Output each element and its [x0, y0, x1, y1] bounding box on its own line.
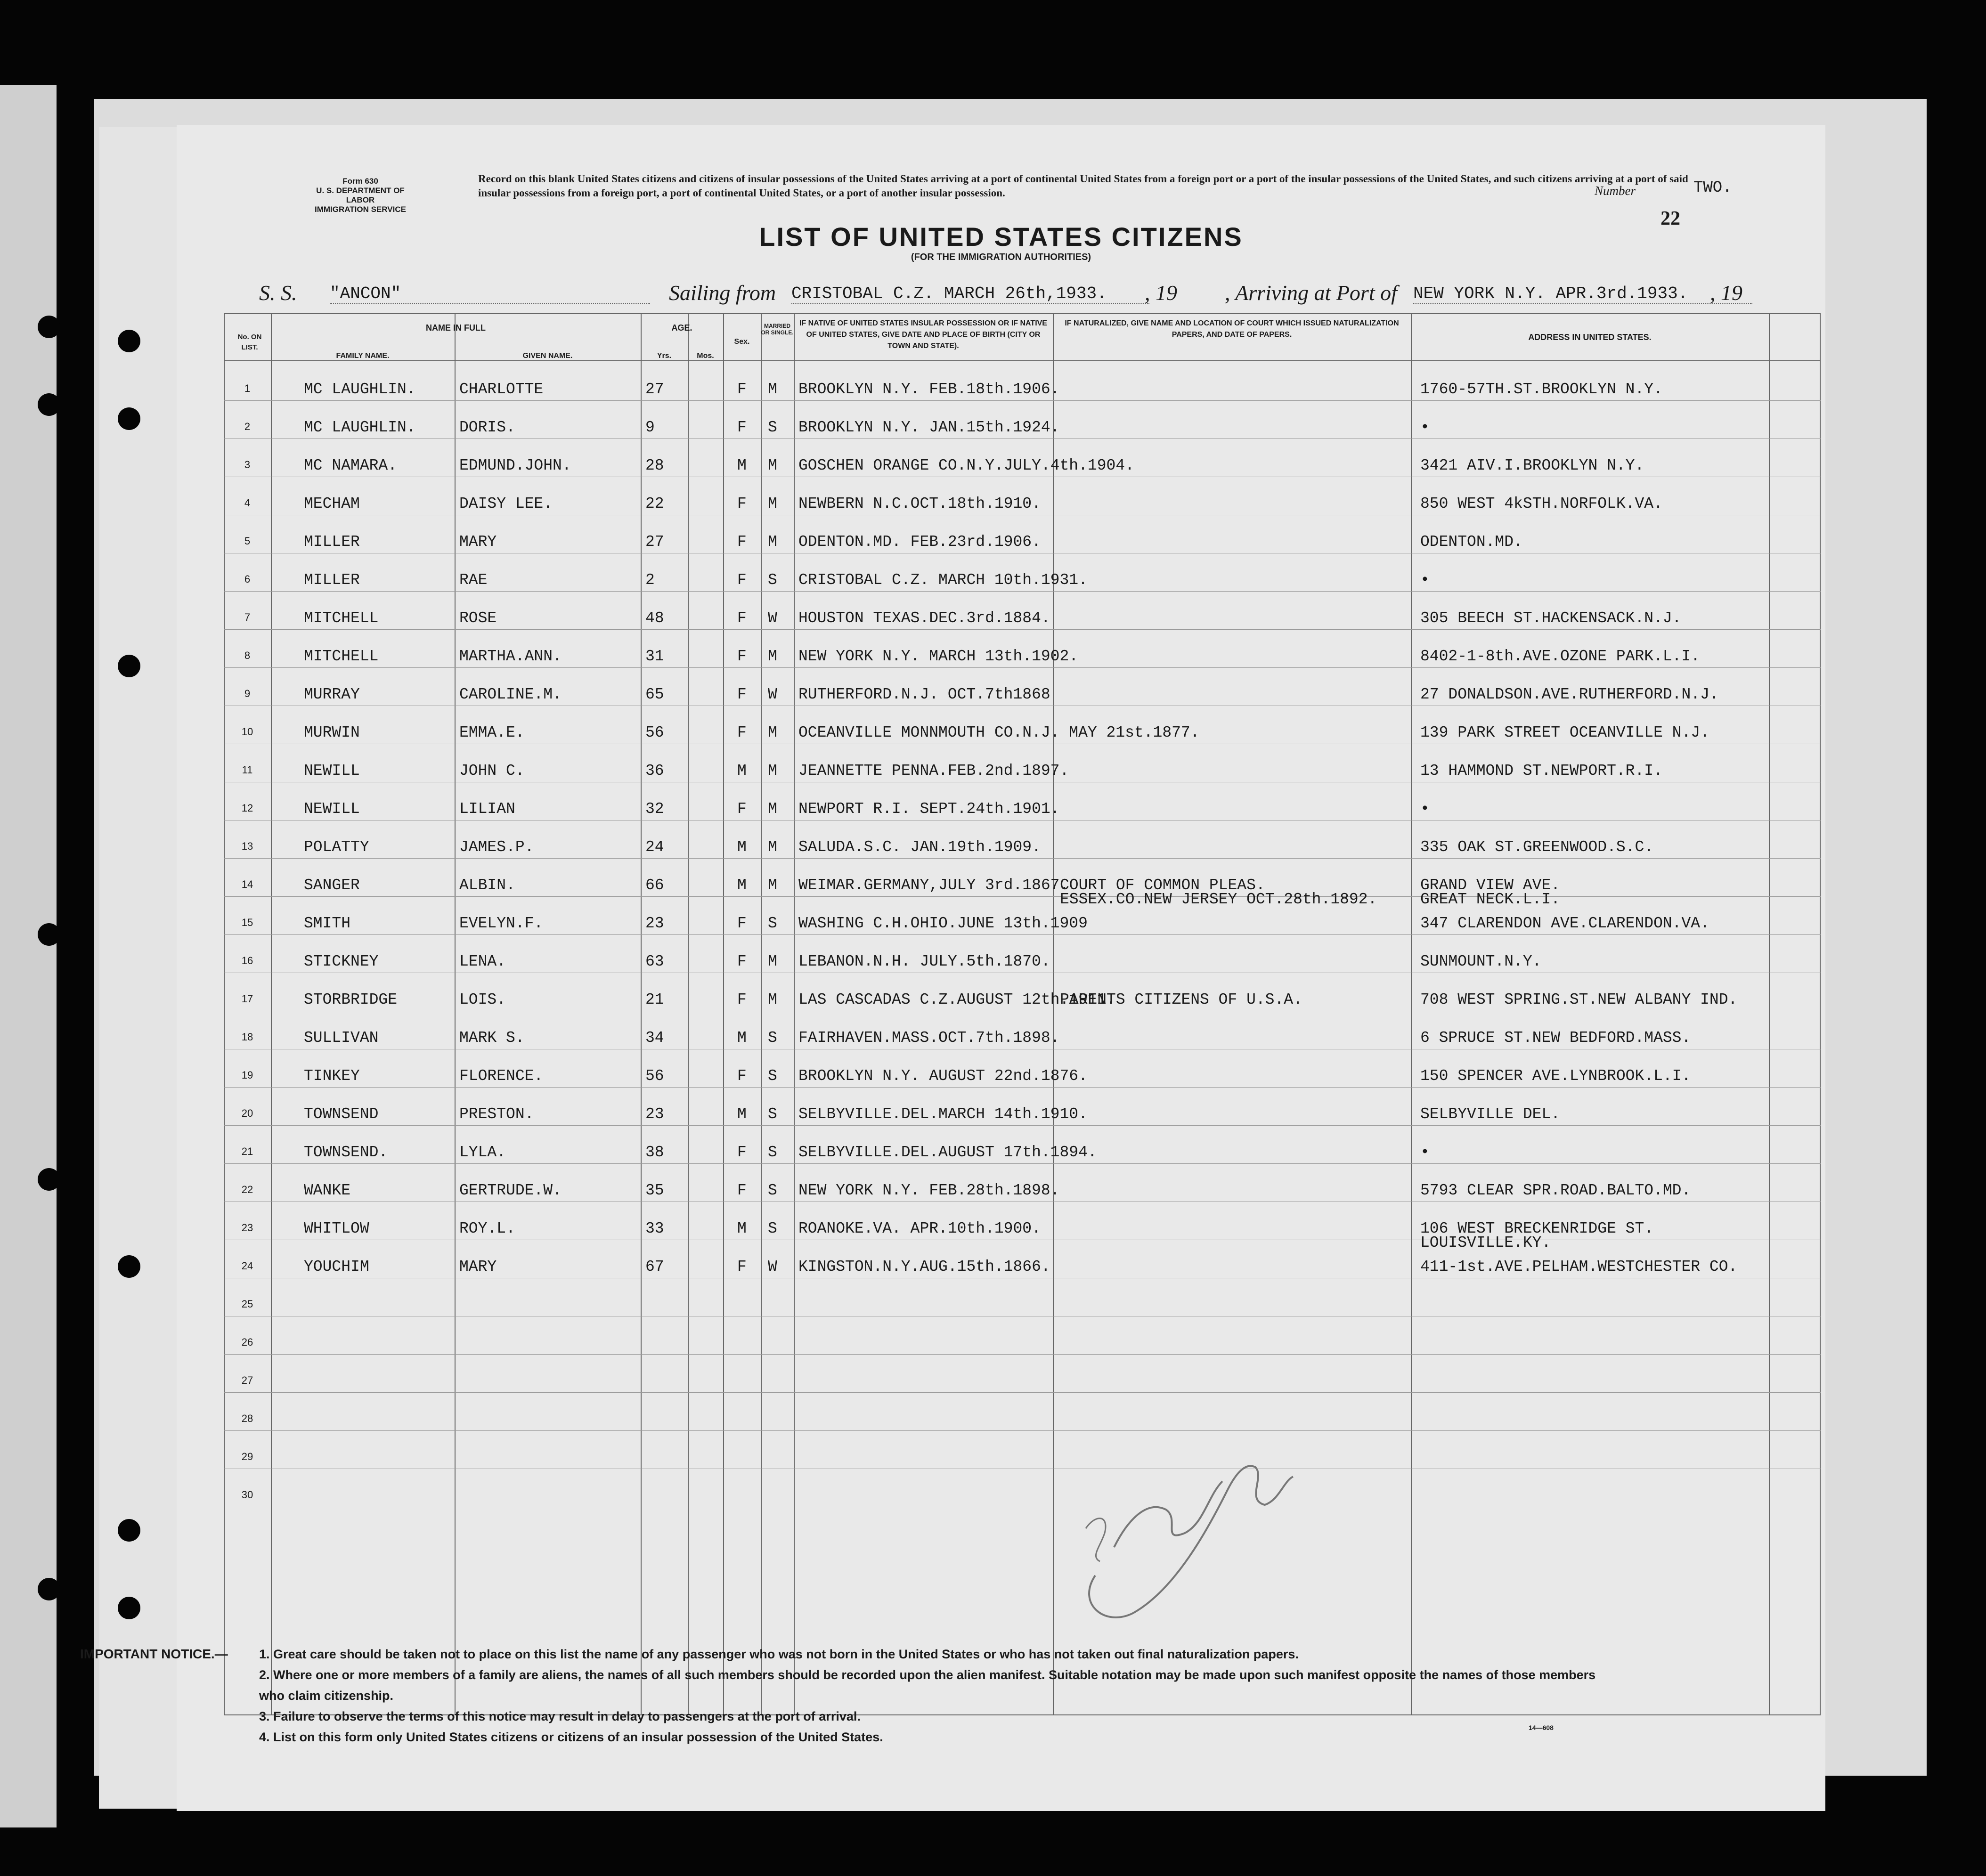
cell-no: 17 — [241, 993, 253, 1005]
table-row — [224, 706, 1821, 744]
cell-ms: W — [768, 686, 777, 703]
cell-given: DAISY LEE. — [459, 495, 553, 512]
cell-sex: M — [737, 1105, 747, 1123]
cell-ms: S — [768, 1144, 777, 1161]
cell-ms: W — [768, 1258, 777, 1275]
sailing-label: Sailing from — [669, 281, 776, 305]
cell-sex: F — [737, 686, 747, 703]
table-row — [224, 935, 1821, 973]
cell-addr: 27 DONALDSON.AVE.RUTHERFORD.N.J. — [1420, 686, 1719, 703]
cell-birth: LAS CASCADAS C.Z.AUGUST 12th.1911. — [798, 991, 1116, 1008]
cell-birth: OCEANVILLE MONNMOUTH CO.N.J. MAY 21st.1877. — [798, 724, 1200, 741]
cell-yrs: 27 — [645, 381, 664, 398]
binder-hole — [118, 1597, 140, 1619]
table-row — [224, 1316, 1821, 1355]
list-number: 22 — [1660, 208, 1680, 229]
cell-addr: SUNMOUNT.N.Y. — [1420, 953, 1542, 970]
form-number: Form 630 — [342, 177, 378, 186]
cell-yrs: 21 — [645, 991, 664, 1008]
cell-family: TOWNSEND. — [304, 1144, 388, 1161]
cell-family: MC LAUGHLIN. — [304, 419, 416, 436]
cell-addr: GRAND VIEW AVE. — [1420, 877, 1561, 894]
cell-family: NEWILL — [304, 800, 360, 818]
header-married-or-single: MARRIED OR SINGLE. — [761, 323, 794, 336]
cell-yrs: 38 — [645, 1144, 664, 1161]
cell-ms: S — [768, 571, 777, 589]
cell-no: 14 — [241, 878, 253, 890]
cell-yrs: 23 — [645, 1105, 664, 1123]
binder-hole — [118, 407, 140, 430]
table-row — [224, 1431, 1821, 1469]
cell-addr: 6 SPRUCE ST.NEW BEDFORD.MASS. — [1420, 1029, 1691, 1047]
cell-no: 11 — [242, 764, 253, 776]
cell-sex: F — [737, 724, 747, 741]
cell-given: LOIS. — [459, 991, 506, 1008]
cell-sex: F — [737, 609, 747, 627]
cell-yrs: 35 — [645, 1182, 664, 1199]
cell-no: 1 — [244, 382, 251, 394]
year-label-2: , 19 — [1710, 281, 1742, 305]
binder-hole — [118, 1519, 140, 1542]
header-age: AGE. — [671, 323, 692, 333]
cell-no: 30 — [241, 1489, 253, 1501]
cell-sex: F — [737, 571, 747, 589]
notice-item: 3. Failure to observe the terms of this notice may result in delay to passengers at the port of arrival. — [259, 1709, 861, 1723]
cell-yrs: 33 — [645, 1220, 664, 1237]
cell-no: 24 — [241, 1260, 253, 1272]
table-row — [224, 1088, 1821, 1126]
ss-label: S. S. — [259, 281, 297, 305]
manifest-page — [177, 125, 1825, 1811]
cell-birth: JEANNETTE PENNA.FEB.2nd.1897. — [798, 762, 1069, 780]
cell-addr: 305 BEECH ST.HACKENSACK.N.J. — [1420, 609, 1682, 627]
sailing-from: CRISTOBAL C.Z. MARCH 26th,1933. — [791, 284, 1149, 304]
table-row — [224, 1355, 1821, 1393]
cell-nat: PARENTS CITIZENS OF U.S.A. — [1060, 991, 1302, 1008]
cell-addr: 5793 CLEAR SPR.ROAD.BALTO.MD. — [1420, 1182, 1691, 1199]
cell-ms: M — [768, 877, 777, 894]
cell-yrs: 2 — [645, 571, 655, 589]
cell-ms: W — [768, 609, 777, 627]
cell-given: EDMUND.JOHN. — [459, 457, 571, 474]
cell-yrs: 9 — [645, 419, 655, 436]
table-row — [224, 744, 1821, 782]
cell-no: 27 — [241, 1374, 253, 1386]
table-row — [224, 630, 1821, 668]
cell-sex: F — [737, 419, 747, 436]
cell-given: ROY.L. — [459, 1220, 515, 1237]
cell-given: ALBIN. — [459, 877, 515, 894]
cell-given: DORIS. — [459, 419, 515, 436]
cell-ms: M — [768, 762, 777, 780]
table-row — [224, 1011, 1821, 1049]
cell-birth: FAIRHAVEN.MASS.OCT.7th.1898. — [798, 1029, 1060, 1047]
cell-birth: ODENTON.MD. FEB.23rd.1906. — [798, 533, 1041, 551]
cell-family: MURRAY — [304, 686, 360, 703]
cell-birth: SELBYVILLE.DEL.MARCH 14th.1910. — [798, 1105, 1088, 1123]
cell-birth: BROOKLYN N.Y. AUGUST 22nd.1876. — [798, 1067, 1088, 1085]
cell-given: MARY — [459, 533, 497, 551]
cell-addr: 850 WEST 4kSTH.NORFOLK.VA. — [1420, 495, 1663, 512]
table-row — [224, 668, 1821, 706]
cell-no: 3 — [244, 459, 251, 471]
binder-hole — [38, 1578, 60, 1600]
cell-sex: F — [737, 1144, 747, 1161]
cell-family: MILLER — [304, 533, 360, 551]
cell-birth: ROANOKE.VA. APR.10th.1900. — [798, 1220, 1041, 1237]
number-label: Number — [1595, 184, 1636, 198]
cell-no: 10 — [241, 726, 253, 738]
cell-sex: M — [737, 877, 747, 894]
cell-yrs: 34 — [645, 1029, 664, 1047]
intro-text: Record on this blank United States citizens and citizens of insular possessions of the United States arriving at a port of continental United States from a foreign port or a port of the insular possessions of the United States, and such citizens arriving at a port of said insular possessions from a foreign port, a port of continental United States, or a port of another insular possession. — [478, 173, 1688, 199]
cell-addr: 13 HAMMOND ST.NEWPORT.R.I. — [1420, 762, 1663, 780]
cell-yrs: 66 — [645, 877, 664, 894]
table-row — [224, 477, 1821, 515]
cell-sex: F — [737, 648, 747, 665]
cell-sex: F — [737, 1258, 747, 1275]
cell-no: 9 — [244, 688, 251, 699]
cell-yrs: 56 — [645, 1067, 664, 1085]
binder-hole — [38, 393, 60, 416]
cell-no: 7 — [244, 611, 251, 623]
table-row — [224, 782, 1821, 820]
cell-ms: S — [768, 1067, 777, 1085]
cell-sex: M — [737, 457, 747, 474]
cell-given: GERTRUDE.W. — [459, 1182, 562, 1199]
notice-items — [259, 1644, 1611, 1747]
cell-yrs: 67 — [645, 1258, 664, 1275]
cell-given: JAMES.P. — [459, 838, 534, 856]
cell-no: 13 — [241, 840, 253, 852]
cell-family: SULLIVAN — [304, 1029, 379, 1047]
cell-ms: S — [768, 1182, 777, 1199]
arriving-label: , Arriving at Port of — [1225, 281, 1397, 305]
table-row — [224, 897, 1821, 935]
cell-given: CHARLOTTE — [459, 381, 544, 398]
cell-ms: S — [768, 1029, 777, 1047]
cell-yrs: 27 — [645, 533, 664, 551]
cell-no: 2 — [244, 421, 251, 432]
table-row — [224, 553, 1821, 592]
cell-ms: S — [768, 1220, 777, 1237]
inspector-signature — [1067, 1434, 1312, 1632]
header-family-name: FAMILY NAME. — [336, 352, 390, 360]
cell-sex: F — [737, 495, 747, 512]
cell-family: YOUCHIM — [304, 1258, 369, 1275]
table-row — [224, 592, 1821, 630]
cell-addr: 3421 AIV.I.BROOKLYN N.Y. — [1420, 457, 1644, 474]
cell-sex: F — [737, 953, 747, 970]
cell-family: MILLER — [304, 571, 360, 589]
cell-no: 25 — [241, 1298, 253, 1310]
arriving-at: NEW YORK N.Y. APR.3rd.1933. — [1413, 284, 1752, 304]
cell-given: LILIAN — [459, 800, 515, 818]
header-address: ADDRESS IN UNITED STATES. — [1528, 333, 1652, 342]
service: IMMIGRATION SERVICE — [315, 205, 406, 214]
binder-hole — [38, 923, 60, 946]
cell-birth: KINGSTON.N.Y.AUG.15th.1866. — [798, 1258, 1050, 1275]
cell-no: 15 — [241, 917, 253, 928]
cell-given: ROSE — [459, 609, 497, 627]
cell-addr: 335 OAK ST.GREENWOOD.S.C. — [1420, 838, 1654, 856]
cell-no: 19 — [241, 1069, 253, 1081]
page-title: LIST OF UNITED STATES CITIZENS — [759, 222, 1243, 252]
form-id-block — [301, 177, 419, 214]
cell-yrs: 23 — [645, 915, 664, 932]
cell-given: MARTHA.ANN. — [459, 648, 562, 665]
cell-birth: HOUSTON TEXAS.DEC.3rd.1884. — [798, 609, 1050, 627]
cell-sex: F — [737, 915, 747, 932]
cell-given: MARY — [459, 1258, 497, 1275]
cell-family: WANKE — [304, 1182, 351, 1199]
cell-yrs: 32 — [645, 800, 664, 818]
cell-addr: 150 SPENCER AVE.LYNBROOK.L.I. — [1420, 1067, 1691, 1085]
header-mos: Mos. — [697, 352, 714, 360]
table-row — [224, 1393, 1821, 1431]
cell-addr2: LOUISVILLE.KY. — [1420, 1234, 1551, 1251]
cell-ms: S — [768, 419, 777, 436]
cell-family: SMITH — [304, 915, 351, 932]
header-given-name: GIVEN NAME. — [522, 352, 573, 360]
table-row — [224, 1202, 1821, 1251]
passenger-table — [224, 313, 1821, 1722]
cell-addr: 347 CLARENDON AVE.CLARENDON.VA. — [1420, 915, 1709, 932]
cell-family: MC NAMARA. — [304, 457, 398, 474]
ship-name: "ANCON" — [330, 284, 650, 304]
table-row — [224, 363, 1821, 401]
form-code: 14—608 — [1529, 1724, 1554, 1731]
cell-addr2: GREAT NECK.L.I. — [1420, 891, 1561, 908]
cell-sex: F — [737, 991, 747, 1008]
cell-family: STORBRIDGE — [304, 991, 398, 1008]
cell-ms: M — [768, 838, 777, 856]
cell-given: PRESTON. — [459, 1105, 534, 1123]
cell-yrs: 36 — [645, 762, 664, 780]
cell-no: 8 — [244, 650, 251, 661]
binder-hole — [38, 316, 60, 338]
cell-sex: M — [737, 762, 747, 780]
cell-ms: S — [768, 915, 777, 932]
department: U. S. DEPARTMENT OF LABOR — [316, 186, 405, 204]
cell-yrs: 28 — [645, 457, 664, 474]
cell-no: 26 — [241, 1336, 253, 1348]
cell-sex: M — [737, 1029, 747, 1047]
cell-sex: F — [737, 1182, 747, 1199]
cell-sex: F — [737, 381, 747, 398]
cell-family: STICKNEY — [304, 953, 379, 970]
cell-addr: 1760-57TH.ST.BROOKLYN N.Y. — [1420, 381, 1663, 398]
cell-given: MARK S. — [459, 1029, 525, 1047]
cell-sex: F — [737, 1067, 747, 1085]
cell-sex: F — [737, 533, 747, 551]
notice-item: 1. Great care should be taken not to place on this list the name of any passenger who was not born in the United States or who has not taken out final naturalization papers. — [259, 1647, 1299, 1661]
cell-family: SANGER — [304, 877, 360, 894]
table-row — [224, 1164, 1821, 1202]
table-row — [224, 1469, 1821, 1507]
binder-hole — [118, 1255, 140, 1278]
cell-addr: ODENTON.MD. — [1420, 533, 1523, 551]
table-row — [224, 973, 1821, 1011]
cell-birth: NEW YORK N.Y. FEB.28th.1898. — [798, 1182, 1060, 1199]
notice-label: IMPORTANT NOTICE.— — [80, 1647, 228, 1661]
cell-birth: RUTHERFORD.N.J. OCT.7th1868 — [798, 686, 1050, 703]
cell-yrs: 63 — [645, 953, 664, 970]
binder-hole — [118, 655, 140, 677]
cell-birth: NEW YORK N.Y. MARCH 13th.1902. — [798, 648, 1079, 665]
cell-given: LENA. — [459, 953, 506, 970]
cell-birth: GOSCHEN ORANGE CO.N.Y.JULY.4th.1904. — [798, 457, 1134, 474]
cell-addr: 708 WEST SPRING.ST.NEW ALBANY IND. — [1420, 991, 1738, 1008]
cell-no: 5 — [244, 535, 251, 547]
cell-no: 21 — [241, 1145, 253, 1157]
cell-addr: • — [1420, 419, 1430, 436]
table-row — [224, 1240, 1821, 1278]
cell-no: 28 — [241, 1413, 253, 1424]
cell-family: MC LAUGHLIN. — [304, 381, 416, 398]
cell-family: NEWILL — [304, 762, 360, 780]
cell-addr: 139 PARK STREET OCEANVILLE N.J. — [1420, 724, 1709, 741]
cell-ms: M — [768, 381, 777, 398]
cell-ms: M — [768, 533, 777, 551]
cell-no: 12 — [241, 802, 253, 814]
header-name-in-full: NAME IN FULL — [426, 323, 486, 333]
cell-sex: M — [737, 838, 747, 856]
cell-ms: M — [768, 648, 777, 665]
cell-given: LYLA. — [459, 1144, 506, 1161]
cell-family: MECHAM — [304, 495, 360, 512]
cell-given: FLORENCE. — [459, 1067, 544, 1085]
cell-given: CAROLINE.M. — [459, 686, 562, 703]
cell-addr: • — [1420, 800, 1430, 818]
cell-ms: M — [768, 953, 777, 970]
table-row — [224, 515, 1821, 553]
number-value: TWO. — [1693, 179, 1732, 197]
cell-yrs: 31 — [645, 648, 664, 665]
cell-birth: WASHING C.H.OHIO.JUNE 13th.1909 — [798, 915, 1088, 932]
cell-birth: BROOKLYN N.Y. FEB.18th.1906. — [798, 381, 1060, 398]
cell-no: 16 — [241, 955, 253, 966]
cell-no: 6 — [244, 573, 251, 585]
cell-yrs: 22 — [645, 495, 664, 512]
cell-no: 29 — [241, 1451, 253, 1462]
cell-birth: NEWBERN N.C.OCT.18th.1910. — [798, 495, 1041, 512]
header-yrs: Yrs. — [657, 352, 672, 360]
table-row — [224, 859, 1821, 908]
cell-addr: 411-1st.AVE.PELHAM.WESTCHESTER CO. — [1420, 1258, 1738, 1275]
cell-given: JOHN C. — [459, 762, 525, 780]
cell-birth: BROOKLYN N.Y. JAN.15th.1924. — [798, 419, 1060, 436]
cell-nat2: ESSEX.CO.NEW JERSEY OCT.28th.1892. — [1060, 891, 1377, 908]
cell-ms: M — [768, 991, 777, 1008]
table-row — [224, 1126, 1821, 1164]
header-sex: Sex. — [734, 338, 750, 346]
binding-strip — [99, 127, 178, 1809]
cell-no: 20 — [241, 1107, 253, 1119]
binder-hole — [38, 1168, 60, 1191]
cell-birth: WEIMAR.GERMANY,JULY 3rd.1867. — [798, 877, 1069, 894]
cell-nat: COURT OF COMMON PLEAS. — [1060, 877, 1265, 894]
table-row — [224, 1278, 1821, 1316]
cell-family: WHITLOW — [304, 1220, 369, 1237]
binder-hole — [118, 330, 140, 352]
cell-ms: M — [768, 457, 777, 474]
cell-no: 22 — [241, 1184, 253, 1195]
cell-addr: 106 WEST BRECKENRIDGE ST. — [1420, 1220, 1654, 1237]
cell-family: MURWIN — [304, 724, 360, 741]
year-label-1: , 19 — [1145, 281, 1177, 305]
cell-ms: M — [768, 800, 777, 818]
notice-item: 4. List on this form only United States citizens or citizens of an insular possession of the United States. — [259, 1730, 883, 1744]
cell-family: POLATTY — [304, 838, 369, 856]
cell-sex: M — [737, 1220, 747, 1237]
cell-no: 23 — [241, 1222, 253, 1234]
cell-family: MITCHELL — [304, 609, 379, 627]
cell-family: TOWNSEND — [304, 1105, 379, 1123]
header-naturalization: IF NATURALIZED, GIVE NAME AND LOCATION OF COURT WHICH ISSUED NATURALIZATION PAPERS, AND DATE OF PAPERS. — [1065, 319, 1399, 339]
cell-given: EVELYN.F. — [459, 915, 544, 932]
table-row — [224, 820, 1821, 859]
table-row — [224, 1049, 1821, 1088]
cell-birth: SELBYVILLE.DEL.AUGUST 17th.1894. — [798, 1144, 1097, 1161]
cell-yrs: 48 — [645, 609, 664, 627]
cell-no: 18 — [241, 1031, 253, 1043]
cell-addr: SELBYVILLE DEL. — [1420, 1105, 1561, 1123]
cell-ms: M — [768, 724, 777, 741]
cell-birth: NEWPORT R.I. SEPT.24th.1901. — [798, 800, 1060, 818]
table-row — [224, 401, 1821, 439]
table-row — [224, 439, 1821, 477]
cell-addr: 8402-1-8th.AVE.OZONE PARK.L.I. — [1420, 648, 1701, 665]
cell-birth: CRISTOBAL C.Z. MARCH 10th.1931. — [798, 571, 1088, 589]
adjacent-page-edge — [0, 85, 57, 1827]
cell-given: EMMA.E. — [459, 724, 525, 741]
notice-item: 2. Where one or more members of a family are aliens, the names of all such members should be recorded upon the alien manifest. Suitable notation may be made upon such manifest opposite the names of those members who claim citizenship. — [259, 1668, 1596, 1703]
cell-ms: M — [768, 495, 777, 512]
cell-addr: • — [1420, 571, 1430, 589]
cell-sex: F — [737, 800, 747, 818]
cell-birth: SALUDA.S.C. JAN.19th.1909. — [798, 838, 1041, 856]
page-subtitle: (FOR THE IMMIGRATION AUTHORITIES) — [911, 252, 1091, 262]
cell-addr: • — [1420, 1144, 1430, 1161]
cell-yrs: 24 — [645, 838, 664, 856]
cell-no: 4 — [244, 497, 251, 509]
header-no-on-list: No. ON LIST. — [237, 333, 262, 351]
cell-family: MITCHELL — [304, 648, 379, 665]
cell-given: RAE — [459, 571, 488, 589]
header-birth: IF NATIVE OF UNITED STATES INSULAR POSSESSION OR IF NATIVE OF UNITED STATES, GIVE DATE AND PLACE OF BIRTH (CITY OR TOWN AND STATE). — [799, 319, 1047, 350]
cell-ms: S — [768, 1105, 777, 1123]
cell-birth: LEBANON.N.H. JULY.5th.1870. — [798, 953, 1050, 970]
cell-yrs: 65 — [645, 686, 664, 703]
cell-yrs: 56 — [645, 724, 664, 741]
cell-family: TINKEY — [304, 1067, 360, 1085]
